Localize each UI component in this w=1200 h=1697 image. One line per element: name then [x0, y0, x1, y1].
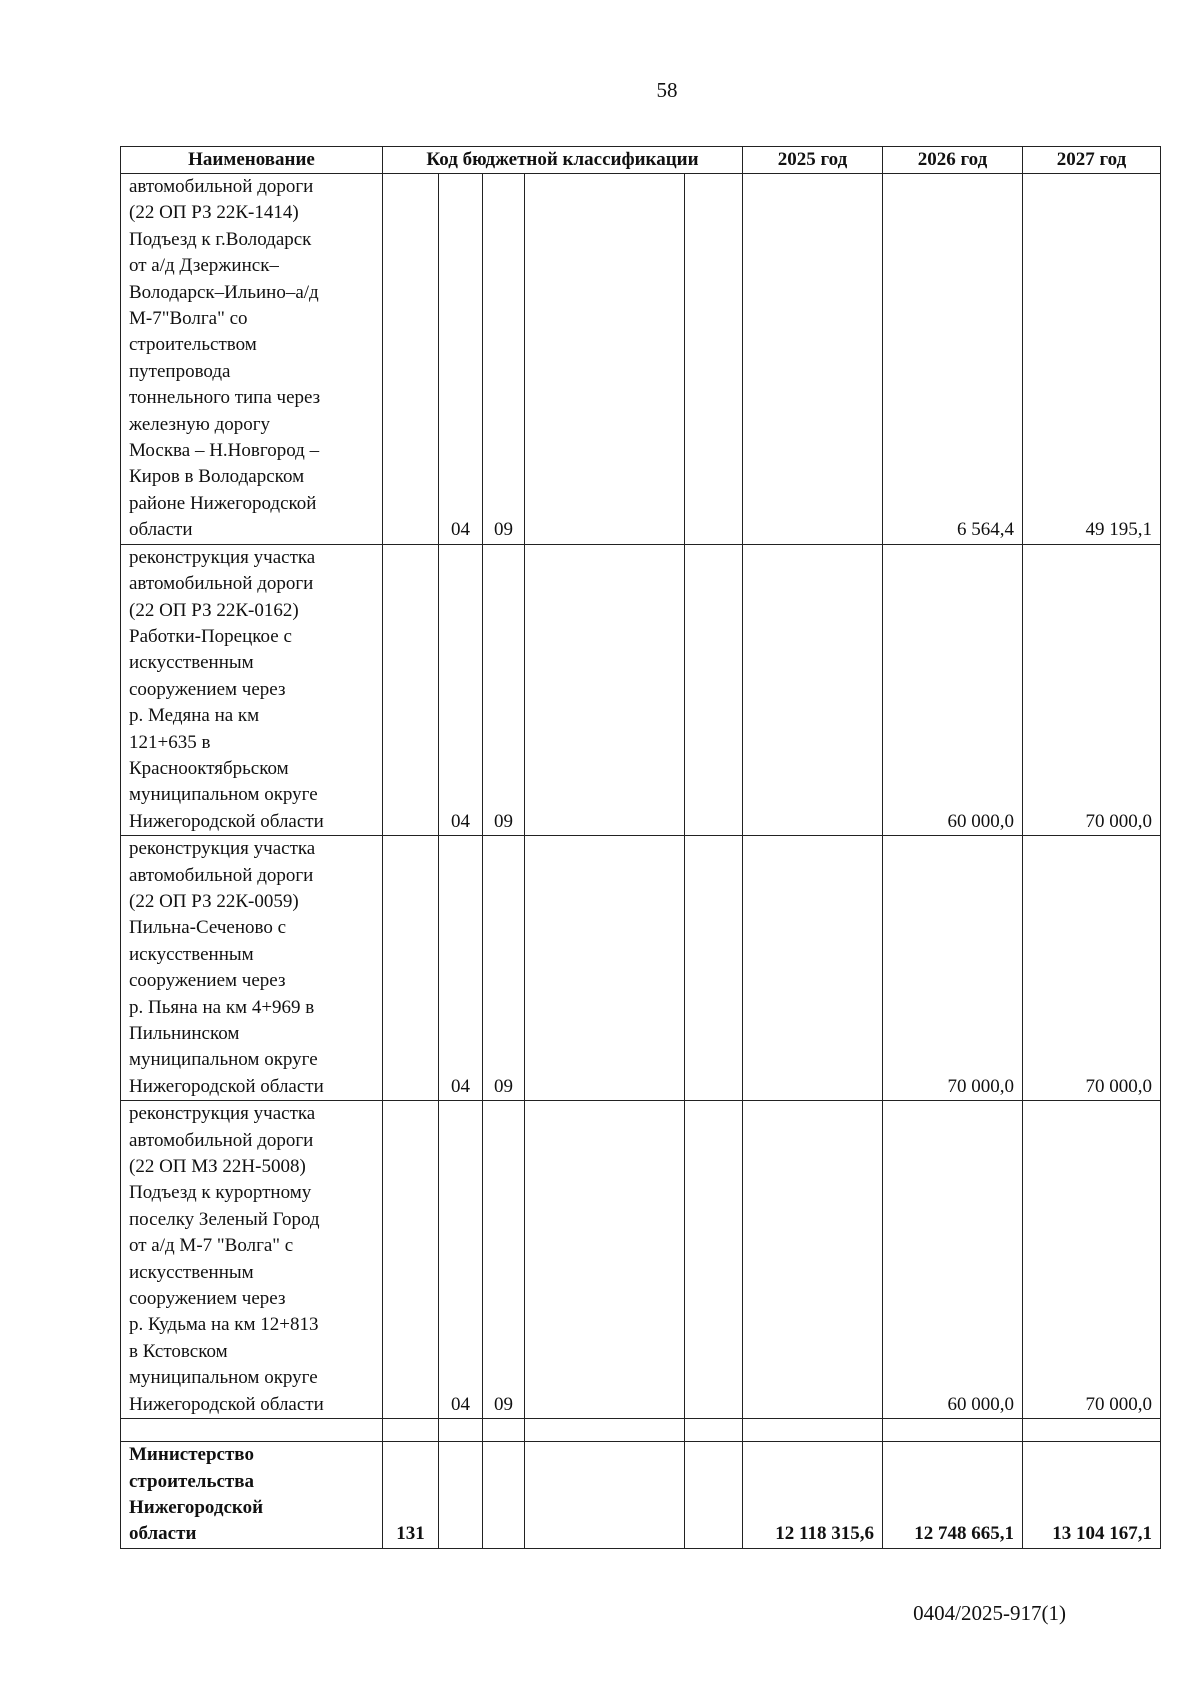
cell-2026: 60 000,0 — [883, 1101, 1023, 1419]
cell-ministry — [383, 1101, 439, 1419]
total-row — [121, 1442, 1161, 1549]
document-id: 0404/2025-917(1) — [913, 1601, 1066, 1625]
empty-cell — [525, 1419, 685, 1442]
cell-name: реконструкция участка автомобильной дороги (22 ОП МЗ 22Н-5008) Подъезд к курортному поселку Зеленый Город от а/д М-7 "Волга" с искусственным сооружением через р. Кудьма на км 12+813 в Кстовском муниципальном округе Нижегородской области — [121, 1101, 383, 1419]
cell-section: 04 — [439, 836, 483, 1101]
cell-target — [525, 836, 685, 1101]
cell-section: 04 — [439, 1101, 483, 1419]
cell-subsection: 09 — [483, 174, 525, 545]
cell-2026: 70 000,0 — [883, 836, 1023, 1101]
total-name: Министерство строительства Нижегородской области — [121, 1442, 383, 1549]
total-2026: 12 748 665,1 — [883, 1442, 1023, 1549]
header-name: Наименование — [121, 147, 383, 174]
cell-ministry — [383, 174, 439, 545]
cell-name: автомобильной дороги (22 ОП РЗ 22К-1414) Подъезд к г.Володарск от а/д Дзержинск– Володарск–Ильино–а/д М-7"Волга" со строительством путепровода тоннельного типа через железную дорогу Москва – Н.Новгород – Киров в Володарском районе Нижегородской области — [121, 174, 383, 545]
cell-2027: 49 195,1 — [1023, 174, 1161, 545]
cell-expense — [685, 544, 743, 835]
empty-cell — [439, 1419, 483, 1442]
cell-2027: 70 000,0 — [1023, 1101, 1161, 1419]
empty-cell — [685, 1419, 743, 1442]
table-row — [121, 174, 1161, 545]
cell-2025 — [743, 1101, 883, 1419]
cell-2026: 6 564,4 — [883, 174, 1023, 545]
cell-subsection: 09 — [483, 1101, 525, 1419]
cell-ministry — [383, 836, 439, 1101]
cell-2025 — [743, 174, 883, 545]
header-2027: 2027 год — [1023, 147, 1161, 174]
total-2025: 12 118 315,6 — [743, 1442, 883, 1549]
cell-target — [525, 544, 685, 835]
empty-cell — [439, 1442, 483, 1549]
cell-expense — [685, 174, 743, 545]
total-ministry-code: 131 — [383, 1442, 439, 1549]
cell-2027: 70 000,0 — [1023, 544, 1161, 835]
table-header-row — [121, 147, 1161, 174]
table-row — [121, 1101, 1161, 1419]
cell-subsection: 09 — [483, 544, 525, 835]
empty-cell — [743, 1419, 883, 1442]
spacer-row — [121, 1419, 1161, 1442]
cell-section: 04 — [439, 544, 483, 835]
header-code: Код бюджетной классификации — [383, 147, 743, 174]
table-row — [121, 836, 1161, 1101]
empty-cell — [483, 1419, 525, 1442]
cell-target — [525, 174, 685, 545]
cell-ministry — [383, 544, 439, 835]
total-2027: 13 104 167,1 — [1023, 1442, 1161, 1549]
cell-subsection: 09 — [483, 836, 525, 1101]
cell-target — [525, 1101, 685, 1419]
header-2026: 2026 год — [883, 147, 1023, 174]
empty-cell — [483, 1442, 525, 1549]
empty-cell — [525, 1442, 685, 1549]
table-row — [121, 544, 1161, 835]
cell-2025 — [743, 836, 883, 1101]
empty-cell — [1023, 1419, 1161, 1442]
cell-name: реконструкция участка автомобильной дороги (22 ОП РЗ 22К-0059) Пильна-Сеченово с искусственным сооружением через р. Пьяна на км 4+969 в Пильнинском муниципальном округе Нижегородской области — [121, 836, 383, 1101]
header-2025: 2025 год — [743, 147, 883, 174]
cell-2025 — [743, 544, 883, 835]
cell-2026: 60 000,0 — [883, 544, 1023, 835]
table-body — [121, 174, 1161, 1549]
cell-2027: 70 000,0 — [1023, 836, 1161, 1101]
empty-cell — [883, 1419, 1023, 1442]
empty-cell — [121, 1419, 383, 1442]
budget-table — [120, 146, 1161, 1549]
cell-name: реконструкция участка автомобильной дороги (22 ОП РЗ 22К-0162) Работки-Порецкое с искусственным сооружением через р. Медяна на км 121+635 в Краснооктябрьском муниципальном округе Нижегородской области — [121, 544, 383, 835]
cell-expense — [685, 1101, 743, 1419]
cell-section: 04 — [439, 174, 483, 545]
cell-expense — [685, 836, 743, 1101]
empty-cell — [383, 1419, 439, 1442]
page-number: 58 — [656, 78, 678, 102]
empty-cell — [685, 1442, 743, 1549]
